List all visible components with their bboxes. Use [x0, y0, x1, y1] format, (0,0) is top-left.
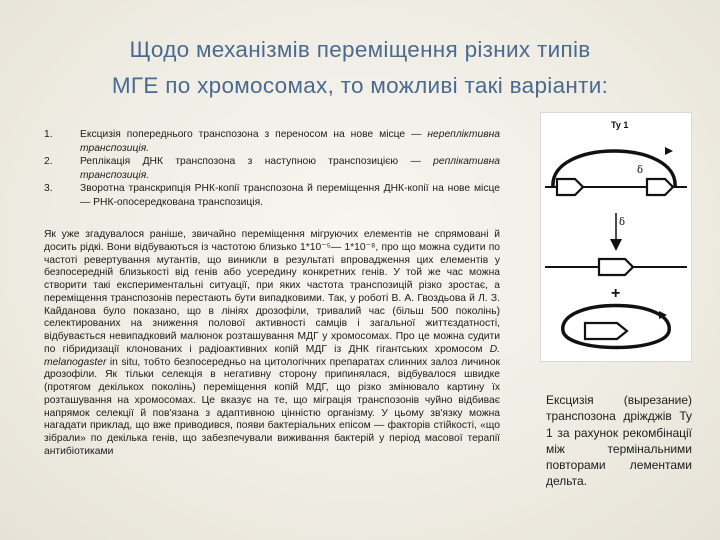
slide-title-line-2: МГЕ по хромосомах, то можливі такі варіанти: — [111, 73, 609, 98]
delta-label-top: δ — [637, 165, 644, 176]
excision-diagram — [540, 112, 692, 362]
body-paragraph-part-2: in situ, тобто безпосередньо на цитологічних препаратах слинних залоз личинок дрозофіли. Як тільки селекція в негативну сторону припинялася, відбувалося швидке (протягом декількох поколінь) переміщення копій МДГ, що різко змінювало картину їх розташування на хромосомах. Це вказує на те, що міграція транспозонів чуйно відбиває напрямок селекції й пов'язана з адаптивною цінністю організму. У цьому зв'язку можна нагадати приклад, що вже приводився, появи бактеріальних епісом — факторів стійкості, «що зібрали» по декілька генів, що забезпечували виживання бактерій у період масової терапії антибіотиками — [44, 356, 500, 457]
mechanism-list — [44, 128, 500, 210]
body-paragraph-part-1: Як уже згадувалося раніше, звичайно переміщення мігруючих елементів не спрямовані й досить рідкі. Вони відбуваються із частотою близько 1*10⁻⁵— 1*10⁻⁸, про що можна судити по частоті ревертування мутантів, що виникли в результаті впровадження цих елементів у безпосередній близькості від генів або усередину конкретних генів. У той же час можна створити такі експериментальні ситуації, при яких частота транспозицій різко зростає, а переміщення транспозонів перестають бути випадковими. Так, у роботі В. А. Гвоздьова й Л. З. Кайданова було показано, що в лініях дрозофіли, тривалий час (більш 500 поколінь) селектированих на зниження полової активності самців і загальної життєздатності, відбувається невипадковий малюнок розташування МДГ у хромосомах. Про це можна судити по гібридизації клонованих і радіоактивних копій МДГ із ДНК гігантських хромосом — [44, 229, 500, 355]
loop-arrowhead — [665, 147, 673, 155]
list-item-text: Ексцизія попереднього транспозона з переносом на нове місце — — [80, 129, 428, 140]
delta-repeat-right — [647, 179, 673, 195]
slide-title — [20, 32, 700, 104]
list-item-emphasis: реплікативна транспозиція. — [80, 156, 500, 181]
slide-title-line-1: Щодо механізмів переміщення різних типів — [129, 37, 591, 62]
list-item — [44, 182, 500, 209]
delta-repeat-left — [557, 179, 583, 195]
delta-label-middle: δ — [619, 217, 626, 228]
list-item-number: 1. — [44, 129, 53, 140]
plus-sign: + — [611, 285, 621, 302]
body-paragraph — [44, 229, 500, 459]
list-item-number: 3. — [44, 183, 53, 195]
list-item-text: Зворотна транскрипція РНК-копії транспозона й переміщення ДНК-копії на нове місце — РНК-опосередкована транспозиція. — [80, 183, 500, 208]
list-item-emphasis: нерепліктивна транспозиція. — [80, 129, 500, 154]
species-name: D. melanogaster — [44, 343, 500, 368]
list-item — [44, 155, 500, 182]
delta-repeat-single — [599, 259, 633, 275]
figure-caption: Ексцизія (вырезание) транспозона дріжджів Ty 1 за рахунок рекомбінації між термінальними повторами лементами дельта. — [546, 393, 692, 489]
ty1-label: Ty 1 — [611, 120, 629, 130]
list-item-number: 2. — [44, 156, 53, 168]
excision-diagram-svg — [541, 113, 691, 361]
list-item — [44, 128, 500, 155]
list-item-text: Реплікація ДНК транспозона з наступною транспозицією — — [80, 156, 434, 168]
delta-repeat-circle — [585, 323, 627, 339]
